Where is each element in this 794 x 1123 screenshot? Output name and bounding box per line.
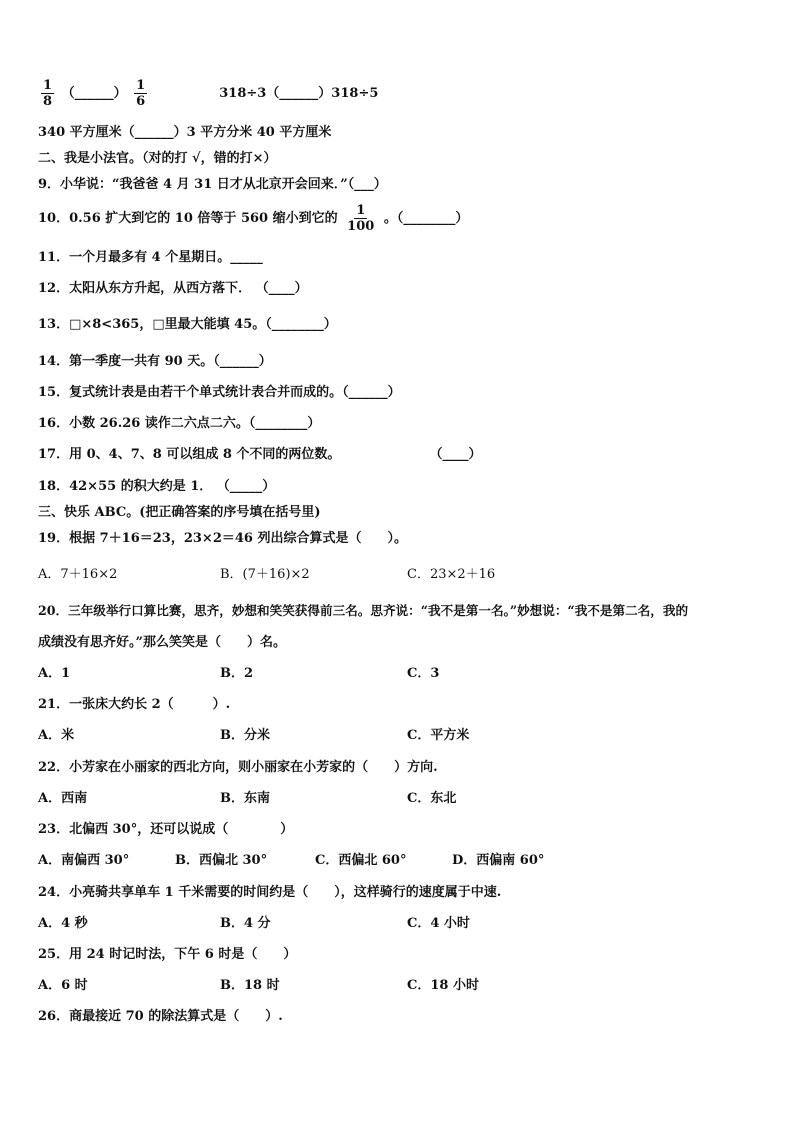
option-a[interactable]: A．4 秒 — [38, 916, 88, 931]
option-c[interactable]: C．18 小时 — [407, 978, 479, 993]
option-c[interactable]: C．4 小时 — [407, 916, 470, 931]
question-25-stem: 25．用 24 时记时法，下午 6 时是（ ） — [38, 947, 297, 962]
option-b[interactable]: B．西偏北 30° — [175, 853, 268, 868]
option-b[interactable]: B．(7＋16)×2 — [220, 567, 310, 582]
option-b[interactable]: B．分米 — [220, 728, 270, 743]
option-a[interactable]: A．6 时 — [38, 978, 88, 993]
option-c[interactable]: C．西偏北 60° — [315, 853, 407, 868]
compare-blank-1[interactable]: （______） — [61, 86, 127, 101]
option-a[interactable]: A．7＋16×2 — [38, 567, 118, 582]
question-20-line-1: 20．三年级举行口算比赛，思齐，妙想和笑笑获得前三名。思齐说：“我不是第一名。”妙想说：“我不是第二名，我的 — [38, 603, 689, 618]
option-b[interactable]: B．2 — [220, 666, 254, 681]
question-17-blank[interactable]: （____） — [429, 447, 482, 462]
option-b[interactable]: B．东南 — [220, 791, 270, 806]
question-18: 18．42×55 的积大约是 1． （_____） — [38, 479, 276, 494]
option-b[interactable]: B．18 时 — [220, 978, 280, 993]
question-11: 11．一个月最多有 4 个星期日。_____ — [38, 250, 263, 265]
option-b[interactable]: B．4 分 — [220, 916, 271, 931]
compare-row-2: 340 平方厘米（______）3 平方分米 40 平方厘米 — [38, 125, 332, 140]
option-c[interactable]: C．3 — [407, 666, 440, 681]
option-a[interactable]: A．南偏西 30° — [38, 853, 130, 868]
option-c[interactable]: C．23×2＋16 — [407, 567, 496, 582]
option-a[interactable]: A．西南 — [38, 791, 88, 806]
question-22-stem: 22．小芳家在小丽家的西北方向，则小丽家在小芳家的（ ）方向. — [38, 760, 438, 775]
option-a[interactable]: A．米 — [38, 728, 75, 743]
compare-row-1 — [38, 78, 378, 109]
section-choice-title: 三、快乐 ABC。(把正确答案的序号填在括号里) — [38, 505, 321, 520]
option-c[interactable]: C．东北 — [407, 791, 457, 806]
question-21-stem: 21．一张床大约长 2（ ）. — [38, 697, 231, 712]
question-26-stem: 26．商最接近 70 的除法算式是（ ）. — [38, 1009, 283, 1024]
question-19-stem: 19．根据 7＋16＝23，23×2＝46 列出综合算式是（ ）。 — [38, 531, 407, 546]
fraction-one-sixth: $\frac{1}{6}$ — [136, 78, 146, 109]
fraction-one-eighth: $\frac{1}{8}$ — [43, 78, 53, 109]
compare-division: 318÷3（______）318÷5 — [219, 86, 379, 101]
question-14: 14．第一季度一共有 90 天。（______） — [38, 354, 272, 369]
fraction-one-hundredth: $\frac{1}{100}$ — [347, 203, 375, 234]
question-23-stem: 23．北偏西 30°，还可以说成（ ） — [38, 822, 294, 837]
option-d[interactable]: D．西偏南 60° — [452, 853, 545, 868]
question-17: 17．用 0、4、7、8 可以组成 8 个不同的两位数。 （____） — [38, 447, 482, 462]
question-16: 16．小数 26.26 读作二六点二六。（________） — [38, 416, 321, 431]
question-24-stem: 24．小亮骑共享单车 1 千米需要的时间约是（ ），这样骑行的速度属于中速. — [38, 885, 502, 900]
option-c[interactable]: C．平方米 — [407, 728, 470, 743]
question-15: 15．复式统计表是由若干个单式统计表合并而成的。（______） — [38, 385, 401, 400]
question-20-line-2: 成绩没有思齐好。”那么笑笑是（ ）名。 — [38, 635, 286, 650]
question-12: 12．太阳从东方升起，从西方落下． （____） — [38, 281, 308, 296]
option-a[interactable]: A．1 — [38, 666, 71, 681]
question-13: 13．□×8<365，□里最大能填 45。（________） — [38, 317, 337, 332]
section-judge-title: 二、我是小法官。（对的打 √，错的打×） — [38, 151, 277, 166]
question-9: 9．小华说：“我爸爸 4 月 31 日才从北京开会回来．”（___） — [38, 177, 387, 192]
question-10: 10．0.56 扩大到它的 10 倍等于 560 缩小到它的 $\frac{1}{100}$ 。（________） — [38, 203, 469, 234]
